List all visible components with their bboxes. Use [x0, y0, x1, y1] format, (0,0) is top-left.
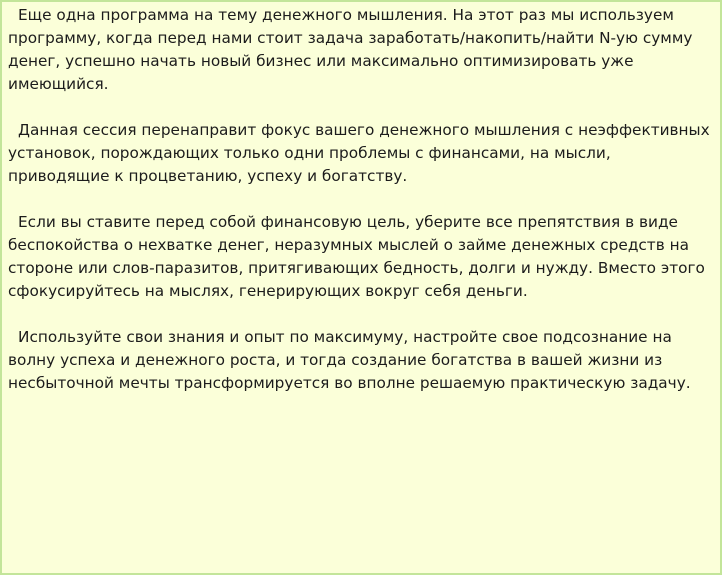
paragraph: [8, 4, 714, 96]
paragraph: [8, 326, 714, 395]
paragraph-text: Если вы ставите перед собой финансовую цель, уберите все препятствия в виде беспокойства о нехватке денег, неразумных мыслей о займе денежных средств на стороне или слов-паразитов, притягивающих бедность, долги и нужду. Вместо этого сфокусируйтесь на мыслях, генерирующих вокруг себя деньги.: [8, 213, 705, 300]
paragraph: [8, 211, 714, 303]
article-body: [2, 2, 720, 395]
paragraph: [8, 119, 714, 188]
paragraph-text: Еще одна программа на тему денежного мышления. На этот раз мы используем программу, когда перед нами стоит задача заработать/накопить/найти N-ую сумму денег, успешно начать новый бизнес или максимально оптимизировать уже имеющийся.: [8, 6, 693, 93]
paragraph-text: Используйте свои знания и опыт по максимуму, настройте свое подсознание на волну успеха и денежного роста, и тогда создание богатства в вашей жизни из несбыточной мечты трансформируется во вполне решаемую практическую задачу.: [8, 328, 691, 392]
paragraph-text: Данная сессия перенаправит фокус вашего денежного мышления с неэффективных установок, порождающих только одни проблемы с финансами, на мысли, приводящие к процветанию, успеху и богатству.: [8, 121, 710, 185]
